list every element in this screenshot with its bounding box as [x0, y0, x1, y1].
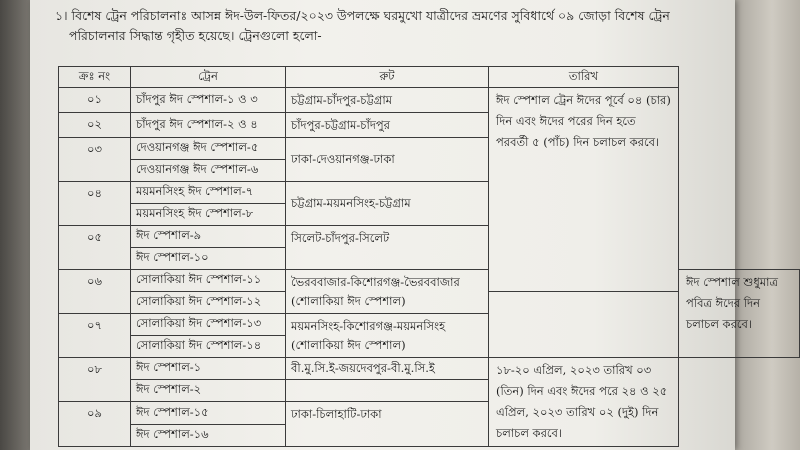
train-cell: সোলাকিয়া ঈদ স্পেশাল-১৩: [131, 314, 286, 336]
table-row: [59, 138, 800, 160]
train-cell: ঈদ স্পেশাল-১৫: [131, 402, 286, 425]
route-cell: বী.মু.সি.ই-জয়দেবপুর-বী.মু.সি.ই: [286, 358, 489, 380]
intro-line-1: ১। বিশেষ ট্রেন পরিচালনাঃ আসন্ন ঈদ-উল-ফিতর/২০২৩ উপলক্ষে ঘরমুখো যাত্রীদের ভ্রমণের সুবিধার্থে ০৯ জোড়া বিশেষ ট্রেন: [55, 8, 670, 23]
route-cell: ঢাকা-দেওয়ানগঞ্জ-ঢাকা: [286, 138, 489, 182]
serial-cell: ০৫: [59, 226, 131, 270]
route-cell: সিলেট-চাঁদপুর-সিলেট: [286, 226, 489, 270]
table-row: [59, 88, 800, 113]
intro-paragraph: [55, 6, 725, 46]
table-row: [59, 402, 800, 425]
train-cell: চাঁদপুর ঈদ স্পেশাল-১ ও ৩: [131, 88, 286, 113]
train-cell: দেওয়ানগঞ্জ ঈদ স্পেশাল-৫: [131, 138, 286, 160]
date-cell-group-1: ঈদ স্পেশাল ট্রেন ঈদের পূর্বে ০৪ (চার) দিন এবং ঈদের পরের দিন হতে পরবর্তী ৫ (পাঁচ) দিন চলাচল করবে।: [489, 88, 679, 292]
date-cell-group-2: ঈদ স্পেশাল শুধুমাত্র পবিত্র ঈদের দিন চলাচল করবে।: [679, 270, 800, 358]
train-cell: ঈদ স্পেশাল-২: [131, 380, 286, 402]
table-row: [59, 113, 800, 138]
route-cell-empty: [286, 380, 489, 402]
train-cell: সোলাকিয়া ঈদ স্পেশাল-১২: [131, 292, 286, 314]
route-cell: চট্টগ্রাম-চাঁদপুর-চট্টগ্রাম: [286, 88, 489, 113]
route-cell: ময়মনসিংহ-কিশোরগঞ্জ-ময়মনসিংহ (শোলাকিয়া ঈদ স্পেশাল): [286, 314, 489, 358]
header-date: তারিখ: [489, 67, 679, 88]
serial-cell: ০৭: [59, 314, 131, 358]
route-cell: চাঁদপুর-চট্টগ্রাম-চাঁদপুর: [286, 113, 489, 138]
table-row: [59, 226, 800, 248]
header-train: ট্রেন: [131, 67, 286, 88]
train-cell: ময়মনসিংহ ঈদ স্পেশাল-৮: [131, 204, 286, 226]
serial-cell: ০২: [59, 113, 131, 138]
train-cell: ঈদ স্পেশাল-৯: [131, 226, 286, 248]
table-row: [59, 358, 800, 380]
train-cell: ময়মনসিংহ ঈদ স্পেশাল-৭: [131, 182, 286, 204]
table-header-row: [59, 67, 800, 88]
intro-line-2: পরিচালনার সিদ্ধান্ত গৃহীত হয়েছে। ট্রেনগুলো হলো-: [69, 28, 322, 43]
route-cell: ঢাকা-চিলাহাটি-ঢাকা: [286, 402, 489, 447]
train-cell: ঈদ স্পেশাল-১৬: [131, 425, 286, 447]
special-train-table: [58, 66, 800, 447]
table-row: [59, 380, 800, 402]
serial-cell: ০৬: [59, 270, 131, 314]
header-route: রুট: [286, 67, 489, 88]
table-row: [59, 182, 800, 204]
train-cell: ঈদ স্পেশাল-১০: [131, 248, 286, 270]
train-cell: সোলাকিয়া ঈদ স্পেশাল-১৪: [131, 336, 286, 358]
serial-cell: ০৩: [59, 138, 131, 182]
train-cell: ঈদ স্পেশাল-১: [131, 358, 286, 380]
route-cell: ভৈরববাজার-কিশোরগঞ্জ-ভৈরববাজার (শোলাকিয়া ঈদ স্পেশাল): [286, 270, 489, 314]
train-cell: দেওয়ানগঞ্জ ঈদ স্পেশাল-৬: [131, 160, 286, 182]
route-cell: চট্টগ্রাম-ময়মনসিংহ-চট্টগ্রাম: [286, 182, 489, 226]
date-cell-group-3: ১৮-২০ এপ্রিল, ২০২৩ তারিখ ০৩ (তিন) দিন এবং ঈদের পরে ২৪ ও ২৫ এপ্রিল, ২০২৩ তারিখ ০২ (দুই) দিন চলাচল করবে।: [489, 358, 679, 447]
header-serial: ক্রঃ নং: [59, 67, 131, 88]
serial-cell: ০৪: [59, 182, 131, 226]
serial-cell: ০১: [59, 88, 131, 113]
train-cell: চাঁদপুর ঈদ স্পেশাল-২ ও ৪: [131, 113, 286, 138]
serial-cell: ০৯: [59, 402, 131, 447]
serial-cell: ০৮: [59, 358, 131, 402]
table-row: [59, 270, 800, 292]
train-cell: সোলাকিয়া ঈদ স্পেশাল-১১: [131, 270, 286, 292]
